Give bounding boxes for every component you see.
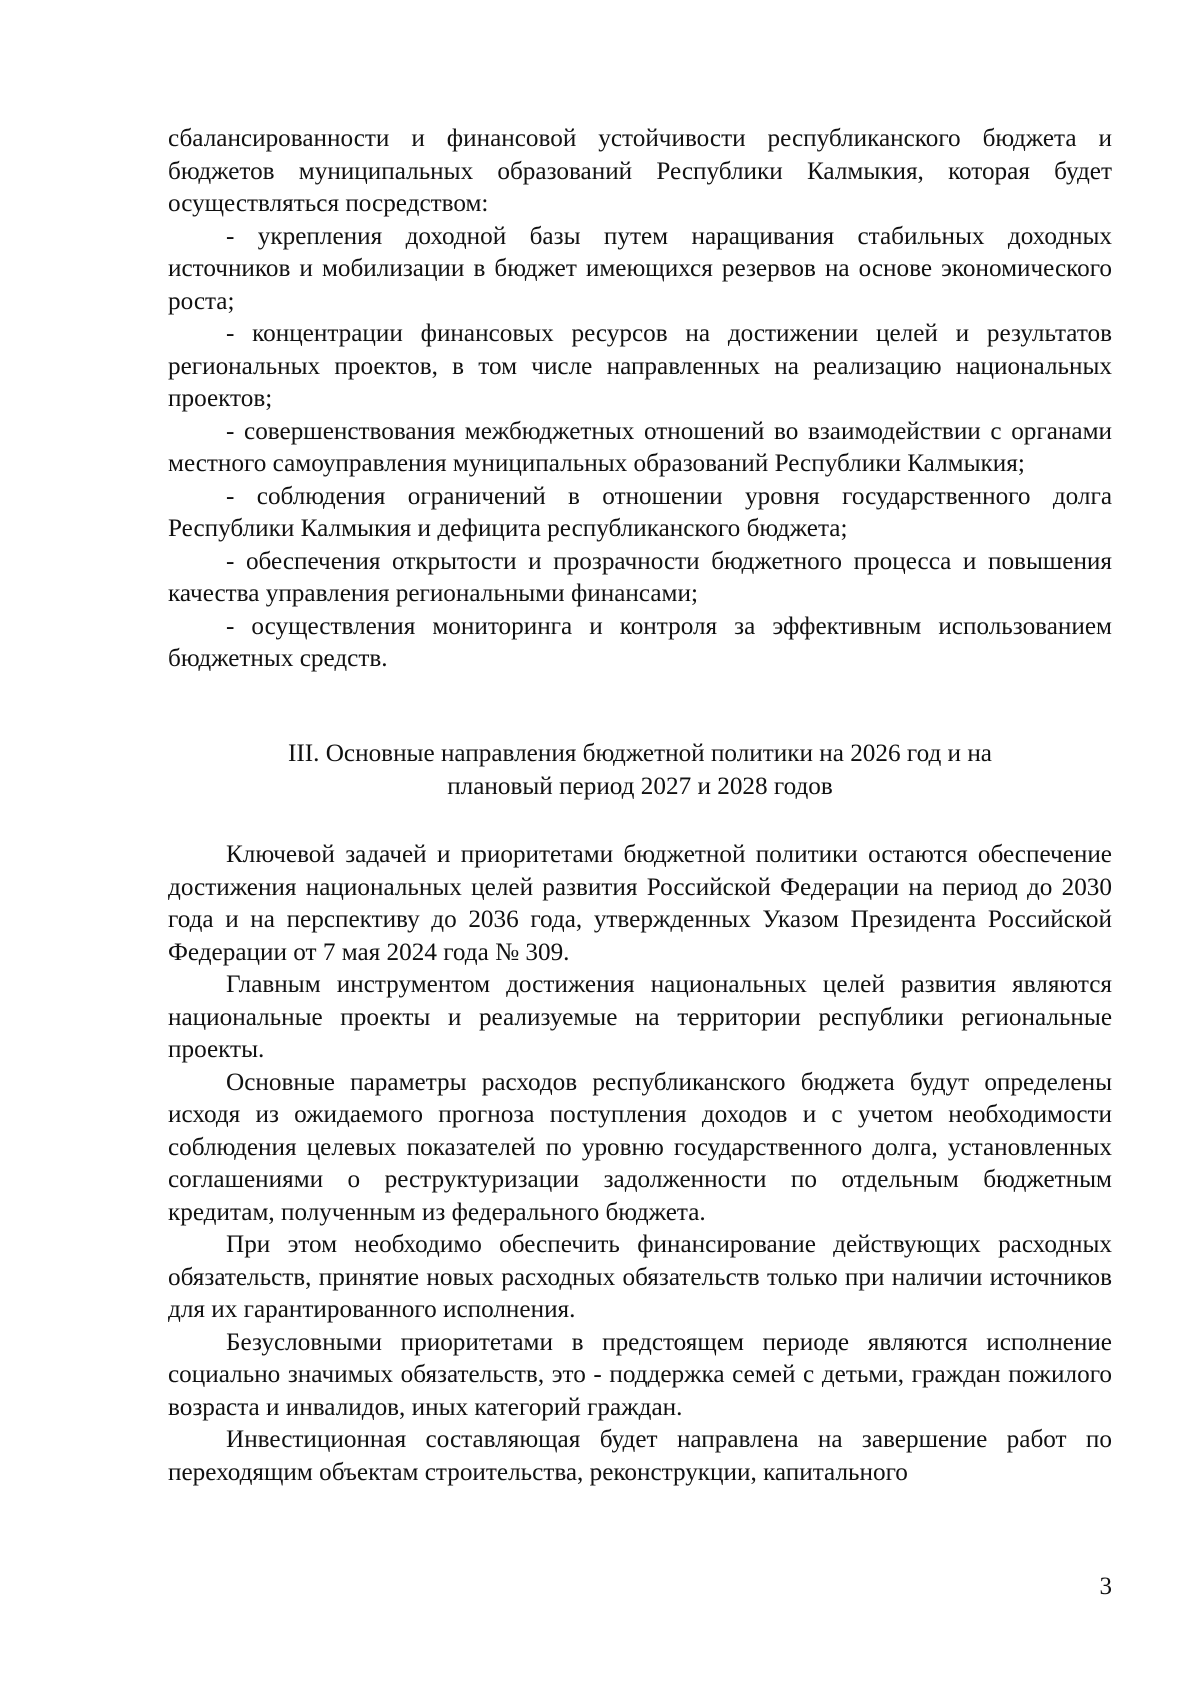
paragraph-priorities: Безусловными приоритетами в предстоящем периоде являются исполнение социально значимых обязательств, это - поддержка семей с детьми, граждан пожилого возраста и инвалидов, иных категорий граждан. (168, 1328, 1112, 1421)
paragraph-financing-obligations: При этом необходимо обеспечить финансирование действующих расходных обязательств, принятие новых расходных обязательств только при наличии источников для их гарантированного исполнения. (168, 1231, 1112, 1323)
measure-item-income-base: - укрепления доходной базы путем наращивания стабильных доходных источников и мобилизации в бюджет имеющихся резервов на основе экономического роста; (168, 222, 1112, 315)
section-heading (168, 738, 1112, 803)
section-heading-line-2: плановый период 2027 и 2028 годов (447, 772, 833, 800)
paragraph-expenditure-parameters: Основные параметры расходов республиканского бюджета будут определены исходя из ожидаемого прогноза поступления доходов и с учетом необходимости соблюдения целевых показателей по уровню государственного долга, установленных соглашениями о реструктуризации задолженности по отдельным бюджетным кредитам, полученным из федерального бюджета. (168, 1068, 1112, 1226)
paragraph-investment: Инвестиционная составляющая будет направлена на завершение работ по переходящим объектам строительства, реконструкции, капитального (168, 1426, 1112, 1486)
budget-measures-block (168, 123, 1112, 676)
measure-item-debt-limits: - соблюдения ограничений в отношении уровня государственного долга Республики Калмыкия и дефицита республиканского бюджета; (168, 482, 1112, 542)
section-body (168, 839, 1112, 1489)
paragraph-main-instrument: Главным инструментом достижения национальных целей развития являются национальные проекты и реализуемые на территории республики региональные проекты. (168, 971, 1112, 1063)
paragraph-key-objective: Ключевой задачей и приоритетами бюджетной политики остаются обеспечение достижения национальных целей развития Российской Федерации на период до 2030 года и на перспективу до 2036 года, утвержденных Указом Президента Российской Федерации от 7 мая 2024 года № 309. (168, 841, 1112, 966)
section-heading-line-1: III. Основные направления бюджетной политики на 2026 год и на (287, 740, 992, 767)
measure-item-transparency: - обеспечения открытости и прозрачности бюджетного процесса и повышения качества управления региональными финансами; (168, 547, 1112, 607)
measure-item-resources: - концентрации финансовых ресурсов на достижении целей и результатов региональных проектов, в том числе направленных на реализацию национальных проектов; (168, 320, 1112, 412)
measure-item-monitoring: - осуществления мониторинга и контроля за эффективным использованием бюджетных средств. (168, 612, 1112, 672)
page-number: 3 (1099, 1573, 1112, 1600)
measure-item-interbudget: - совершенствования межбюджетных отношений во взаимодействии с органами местного самоуправления муниципальных образований Республики Калмыкия; (168, 417, 1112, 477)
intro-paragraph: сбалансированности и финансовой устойчивости республиканского бюджета и бюджетов муниципальных образований Республики Калмыкия, которая будет осуществляться посредством: (168, 125, 1112, 217)
